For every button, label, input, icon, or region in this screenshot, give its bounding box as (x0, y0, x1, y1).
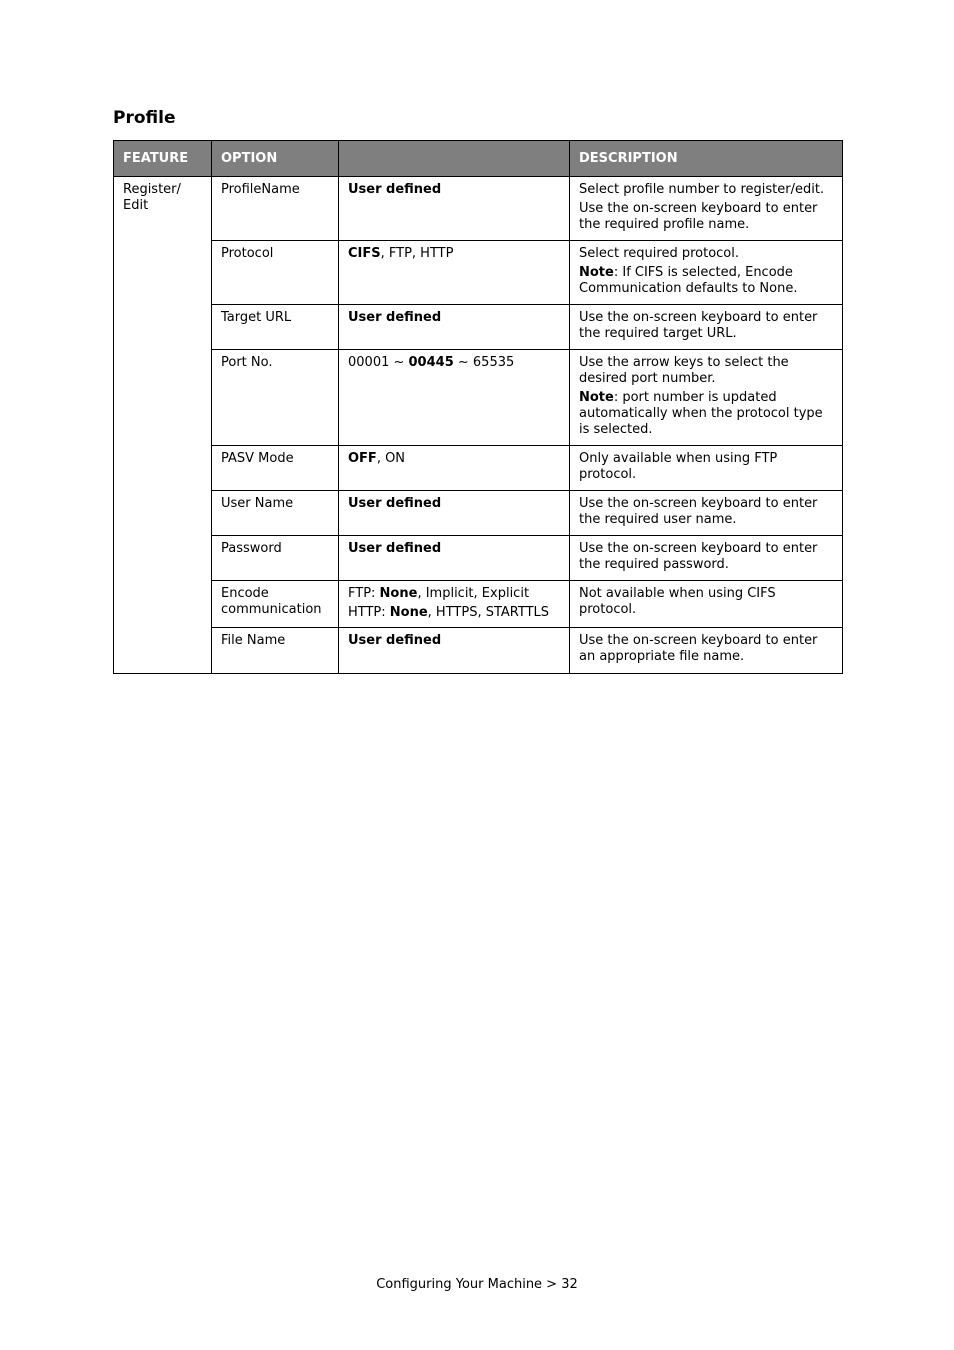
description-text: Use the on-screen keyboard to enter the required user name. (579, 496, 818, 527)
value-text: ~ 65535 (453, 355, 515, 370)
value-text: HTTP: (348, 605, 390, 620)
value-cell (339, 628, 570, 674)
table-row (114, 628, 843, 674)
description-text: : port number is updated automatically when the protocol type is selected. (579, 390, 823, 437)
value-line (348, 605, 560, 621)
description-line (579, 541, 833, 573)
value-text: User defined (348, 182, 442, 197)
description-line (579, 310, 833, 342)
value-line (348, 355, 560, 371)
header-description: DESCRIPTION (570, 141, 843, 177)
description-cell (570, 628, 843, 674)
value-text: , HTTPS, STARTTLS (427, 605, 550, 620)
page-footer: Configuring Your Machine > 32 (376, 1277, 578, 1292)
table-row (114, 305, 843, 350)
value-line (348, 586, 560, 602)
description-line (579, 246, 833, 262)
page-title: Profile (113, 108, 176, 128)
description-text: Use the on-screen keyboard to enter the required target URL. (579, 310, 818, 341)
table-row (114, 241, 843, 305)
value-line (348, 496, 560, 512)
description-line (579, 182, 833, 198)
description-text: Select required protocol. (579, 246, 739, 261)
option-cell: User Name (212, 491, 339, 536)
value-cell (339, 446, 570, 491)
value-cell (339, 177, 570, 241)
description-text: : If CIFS is selected, Encode Communication defaults to None. (579, 265, 798, 296)
table-header-row (114, 141, 843, 177)
table-row (114, 177, 843, 241)
value-line (348, 246, 560, 262)
option-cell: Port No. (212, 350, 339, 446)
description-text: Use the on-screen keyboard to enter the required profile name. (579, 201, 818, 232)
description-cell (570, 350, 843, 446)
description-line (579, 265, 833, 297)
value-text: User defined (348, 496, 442, 511)
value-line (348, 451, 560, 467)
header-feature: FEATURE (114, 141, 212, 177)
value-text: 00445 (408, 355, 454, 370)
option-cell: ProfileName (212, 177, 339, 241)
option-cell: Password (212, 536, 339, 581)
value-text: User defined (348, 310, 442, 325)
option-cell: Protocol (212, 241, 339, 305)
description-line (579, 355, 833, 387)
description-text: Note (579, 265, 614, 280)
table-body (114, 177, 843, 674)
description-text: Use the arrow keys to select the desired port number. (579, 355, 789, 386)
table-row (114, 350, 843, 446)
value-text: OFF (348, 451, 377, 466)
description-text: Use the on-screen keyboard to enter the required password. (579, 541, 818, 572)
option-cell: Target URL (212, 305, 339, 350)
description-cell (570, 177, 843, 241)
value-line (348, 541, 560, 557)
value-cell (339, 581, 570, 628)
value-cell (339, 491, 570, 536)
option-cell: Encode communication (212, 581, 339, 628)
table-row (114, 446, 843, 491)
header-value (339, 141, 570, 177)
value-text: None (379, 586, 418, 601)
value-text: 00001 ~ (348, 355, 409, 370)
header-option: OPTION (212, 141, 339, 177)
table-row (114, 581, 843, 628)
description-cell (570, 446, 843, 491)
value-text: , ON (376, 451, 406, 466)
feature-cell: Register/ Edit (114, 177, 212, 674)
description-text: Select profile number to register/edit. (579, 182, 825, 197)
value-text: , FTP, HTTP (380, 246, 454, 261)
table-row (114, 491, 843, 536)
value-text: , Implicit, Explicit (417, 586, 530, 601)
description-cell (570, 241, 843, 305)
value-text: User defined (348, 633, 442, 648)
description-line (579, 586, 833, 618)
description-line (579, 201, 833, 233)
description-line (579, 496, 833, 528)
profile-table (113, 140, 843, 674)
description-text: Not available when using CIFS protocol. (579, 586, 776, 617)
value-cell (339, 350, 570, 446)
value-line (348, 310, 560, 326)
description-cell (570, 536, 843, 581)
value-text: CIFS (348, 246, 381, 261)
table-row (114, 536, 843, 581)
value-text: None (389, 605, 428, 620)
value-cell (339, 305, 570, 350)
description-line (579, 633, 833, 665)
option-cell: File Name (212, 628, 339, 674)
option-cell: PASV Mode (212, 446, 339, 491)
description-cell (570, 305, 843, 350)
description-text: Use the on-screen keyboard to enter an appropriate file name. (579, 633, 818, 664)
value-cell (339, 241, 570, 305)
description-line (579, 451, 833, 483)
description-text: Note (579, 390, 614, 405)
value-line (348, 633, 560, 649)
value-cell (339, 536, 570, 581)
description-line (579, 390, 833, 438)
description-text: Only available when using FTP protocol. (579, 451, 778, 482)
value-text: FTP: (348, 586, 380, 601)
description-cell (570, 491, 843, 536)
description-cell (570, 581, 843, 628)
value-line (348, 182, 560, 198)
value-text: User defined (348, 541, 442, 556)
